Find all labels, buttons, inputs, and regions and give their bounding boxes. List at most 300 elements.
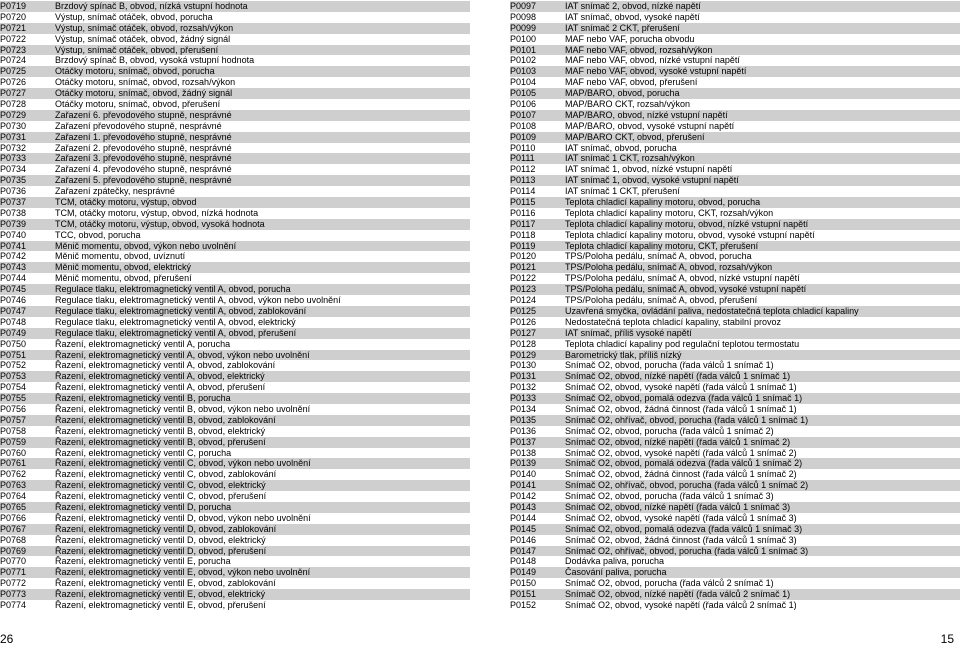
error-description: Otáčky motoru, snímač, obvod, přerušení (55, 99, 221, 110)
error-code: P0722 (0, 33, 27, 44)
error-description: Otáčky motoru, snímač, obvod, porucha (55, 66, 215, 77)
error-code: P0763 (0, 480, 27, 491)
table-row (510, 295, 960, 306)
table-row (0, 219, 470, 230)
error-code: P0128 (510, 338, 537, 349)
error-description: Řazení, elektromagnetický ventil B, obvod, elektrický (55, 425, 266, 436)
error-code: P0103 (510, 66, 537, 77)
error-code: P0737 (0, 197, 27, 208)
error-code: P0764 (0, 491, 27, 502)
error-description: Regulace tlaku, elektromagnetický ventil A, obvod, elektrický (55, 316, 296, 327)
error-description: Zařazení 5. převodového stupně, nesprávné (55, 175, 232, 186)
table-row (510, 55, 960, 66)
table-row (0, 513, 470, 524)
table-row (0, 600, 470, 611)
table-row (510, 241, 960, 252)
error-code: P0120 (510, 251, 537, 262)
error-code: P0746 (0, 295, 27, 306)
table-row (510, 491, 960, 502)
error-code: P0116 (510, 207, 536, 218)
error-code: P0110 (510, 142, 536, 153)
error-code: P0719 (0, 1, 27, 11)
error-description: Řazení, elektromagnetický ventil B, porucha (55, 393, 231, 404)
table-row (0, 546, 470, 557)
error-code: P0140 (510, 469, 537, 480)
error-code: P0768 (0, 534, 27, 545)
error-code: P0752 (0, 360, 27, 371)
error-description: Výstup, snímač otáček, obvod, porucha (55, 11, 213, 22)
error-code: P0747 (0, 305, 27, 316)
table-row (510, 143, 960, 154)
error-code: P0111 (510, 153, 535, 164)
error-code: P0125 (510, 305, 537, 316)
error-code: P0736 (0, 186, 27, 197)
table-row (510, 535, 960, 546)
error-description: Teplota chladicí kapaliny motoru, obvod, porucha (565, 197, 761, 208)
error-description: Otáčky motoru, snímač, obvod, žádný signál (55, 88, 233, 99)
table-row (0, 55, 470, 66)
error-code: P0115 (510, 197, 536, 208)
table-row (510, 339, 960, 350)
error-description: Snímač O2, obvod, pomalá odezva (řada válců 1 snímač 1) (565, 393, 803, 404)
error-description: IAT snímač 2, obvod, nízké napětí (565, 1, 701, 11)
error-description: Otáčky motoru, snímač, obvod, rozsah/výkon (55, 77, 236, 88)
page-number-left: 26 (0, 632, 14, 646)
error-description: TPS/Poloha pedálu, snímač A, obvod, rozsah/výkon (565, 262, 773, 273)
error-code: P0138 (510, 447, 537, 458)
error-code: P0143 (510, 501, 537, 512)
error-code: P0759 (0, 436, 27, 447)
table-row (0, 404, 470, 415)
error-description: Řazení, elektromagnetický ventil E, porucha (55, 556, 231, 567)
error-description: Snímač O2, obvod, žádná činnost (řada válců 1 snímač 3) (565, 534, 797, 545)
table-row (0, 535, 470, 546)
error-code: P0098 (510, 11, 537, 22)
error-description: Snímač O2, obvod, pomalá odezva (řada válců 1 snímač 2) (565, 458, 803, 469)
error-description: Zařazení zpátečky, nesprávné (55, 186, 175, 197)
table-row (0, 382, 470, 393)
error-code: P0137 (510, 436, 537, 447)
error-description: IAT snímač 1, obvod, nízké vstupní napětí (565, 164, 733, 175)
table-row (0, 273, 470, 284)
error-code: P0721 (0, 22, 27, 33)
error-description: Výstup, snímač otáček, obvod, přerušení (55, 44, 219, 55)
error-code: P0122 (510, 273, 537, 284)
table-row (0, 567, 470, 578)
error-code: P0771 (0, 567, 27, 578)
error-code: P0743 (0, 262, 27, 273)
error-description: Snímač O2, obvod, pomalá odezva (řada válců 1 snímač 3) (565, 523, 803, 534)
error-code: P0744 (0, 273, 27, 284)
table-row (0, 251, 470, 262)
table-row (510, 1, 960, 12)
error-description: Snímač O2, obvod, žádná činnost (řada válců 1 snímač 2) (565, 469, 797, 480)
error-description: Zařazení 6. převodového stupně, nesprávné (55, 109, 232, 120)
error-description: Regulace tlaku, elektromagnetický ventil A, obvod, přerušení (55, 327, 297, 338)
table-row (510, 567, 960, 578)
table-row (0, 121, 470, 132)
table-row (0, 317, 470, 328)
table-row (0, 12, 470, 23)
error-description: Zařazení 3. převodového stupně, nesprávné (55, 153, 232, 164)
error-code: P0105 (510, 88, 537, 99)
table-row (510, 208, 960, 219)
table-row (510, 546, 960, 557)
table-row (0, 197, 470, 208)
error-description: MAP/BARO, obvod, nízké vstupní napětí (565, 109, 728, 120)
table-row (0, 77, 470, 88)
error-description: IAT snímač 2 CKT, přerušení (565, 22, 680, 33)
table-row (0, 186, 470, 197)
table-row (0, 306, 470, 317)
error-code: P0732 (0, 142, 27, 153)
table-row (510, 230, 960, 241)
table-row (0, 66, 470, 77)
error-description: Řazení, elektromagnetický ventil D, obvod, přerušení (55, 545, 267, 556)
error-code: P0104 (510, 77, 537, 88)
error-description: Snímač O2, ohřívač, obvod, porucha (řada válců 1 snímač 3) (565, 545, 809, 556)
error-code: P0127 (510, 327, 537, 338)
error-code: P0756 (0, 403, 27, 414)
table-row (510, 458, 960, 469)
error-code: P0117 (510, 218, 536, 229)
error-code: P0761 (0, 458, 27, 469)
error-code: P0135 (510, 414, 537, 425)
error-code: P0749 (0, 327, 27, 338)
error-code: P0124 (510, 295, 537, 306)
table-row (0, 393, 470, 404)
table-row (510, 306, 960, 317)
error-description: Snímač O2, obvod, žádná činnost (řada válců 1 snímač 1) (565, 403, 797, 414)
error-code: P0123 (510, 284, 537, 295)
error-code: P0144 (510, 512, 537, 523)
error-description: Řazení, elektromagnetický ventil B, obvod, přerušení (55, 436, 266, 447)
error-description: TCC, obvod, porucha (55, 229, 141, 240)
table-row (0, 524, 470, 535)
table-row (0, 502, 470, 513)
error-code: P0106 (510, 99, 537, 110)
error-code: P0758 (0, 425, 27, 436)
error-code: P0774 (0, 599, 27, 610)
error-description: MAF nebo VAF, porucha obvodu (565, 33, 695, 44)
error-code: P0727 (0, 88, 27, 99)
table-row (510, 328, 960, 339)
table-row (0, 295, 470, 306)
table-row (510, 45, 960, 56)
table-row (510, 121, 960, 132)
table-row (0, 110, 470, 121)
error-code: P0146 (510, 534, 537, 545)
error-description: Měnič momentu, obvod, přerušení (55, 273, 192, 284)
error-code: P0760 (0, 447, 27, 458)
error-code: P0108 (510, 120, 537, 131)
error-description: Řazení, elektromagnetický ventil E, obvod, zablokování (55, 578, 276, 589)
error-description: Snímač O2, obvod, nízké napětí (řada válců 1 snímač 2) (565, 436, 791, 447)
table-row (510, 404, 960, 415)
table-row (0, 415, 470, 426)
error-description: MAF nebo VAF, obvod, rozsah/výkon (565, 44, 713, 55)
error-description: Snímač O2, obvod, porucha (řada válců 1 snímač 1) (565, 360, 774, 371)
error-description: Zařazení převodového stupně, nesprávné (55, 120, 222, 131)
error-code: P0757 (0, 414, 27, 425)
error-description: Měnič momentu, obvod, výkon nebo uvolnění (55, 240, 237, 251)
error-description: Snímač O2, obvod, nízké napětí (řada válců 1 snímač 3) (565, 501, 791, 512)
error-code: P0729 (0, 109, 27, 120)
error-code: P0742 (0, 251, 27, 262)
error-code: P0750 (0, 338, 27, 349)
error-description: Teplota chladicí kapaliny motoru, CKT, přerušení (565, 240, 759, 251)
table-row (510, 480, 960, 491)
error-code: P0730 (0, 120, 27, 131)
table-row (0, 328, 470, 339)
error-code: P0755 (0, 393, 27, 404)
table-row (0, 45, 470, 56)
table-row (510, 66, 960, 77)
table-row (0, 284, 470, 295)
table-row (510, 251, 960, 262)
error-code: P0099 (510, 22, 537, 33)
error-code: P0733 (0, 153, 27, 164)
table-row (510, 469, 960, 480)
error-code: P0151 (510, 589, 537, 600)
error-code: P0107 (510, 109, 537, 120)
error-code: P0136 (510, 425, 537, 436)
error-description: Zařazení 4. převodového stupně, nesprávné (55, 164, 232, 175)
error-code: P0145 (510, 523, 537, 534)
error-code: P0142 (510, 491, 537, 502)
error-code: P0152 (510, 599, 537, 610)
table-row (510, 175, 960, 186)
error-description: Řazení, elektromagnetický ventil B, obvod, zablokování (55, 414, 276, 425)
error-code: P0126 (510, 316, 537, 327)
error-code: P0739 (0, 218, 27, 229)
table-row (0, 480, 470, 491)
table-row (510, 371, 960, 382)
table-row (0, 339, 470, 350)
error-description: Řazení, elektromagnetický ventil C, obvod, přerušení (55, 491, 267, 502)
table-row (510, 186, 960, 197)
table-row (0, 88, 470, 99)
table-row (0, 556, 470, 567)
error-description: TPS/Poloha pedálu, snímač A, obvod, přerušení (565, 295, 758, 306)
error-code: P0738 (0, 207, 27, 218)
error-description: Snímač O2, obvod, porucha (řada válců 2 snímač 1) (565, 578, 774, 589)
table-row (510, 524, 960, 535)
error-description: Řazení, elektromagnetický ventil D, obvod, elektrický (55, 534, 266, 545)
table-row (510, 578, 960, 589)
table-row (510, 197, 960, 208)
table-row (0, 1, 470, 12)
error-code: P0740 (0, 229, 27, 240)
error-description: Výstup, snímač otáček, obvod, rozsah/výkon (55, 22, 234, 33)
error-description: Výstup, snímač otáček, obvod, žádný signál (55, 33, 231, 44)
table-row (510, 88, 960, 99)
table-row (510, 437, 960, 448)
right-code-table (510, 1, 960, 611)
table-row (0, 371, 470, 382)
error-code: P0767 (0, 523, 27, 534)
error-description: Brzdový spínač B, obvod, nízká vstupní hodnota (55, 1, 248, 11)
error-code: P0150 (510, 578, 537, 589)
table-row (510, 34, 960, 45)
table-row (510, 164, 960, 175)
error-description: TPS/Poloha pedálu, snímač A, obvod, nízké vstupní napětí (565, 273, 800, 284)
error-description: Řazení, elektromagnetický ventil D, obvod, výkon nebo uvolnění (55, 512, 311, 523)
error-description: Teplota chladicí kapaliny motoru, obvod, nízké vstupní napětí (565, 218, 809, 229)
error-description: Snímač O2, obvod, vysoké napětí (řada válců 1 snímač 2) (565, 447, 797, 458)
error-description: TCM, otáčky motoru, výstup, obvod (55, 197, 197, 208)
table-row (510, 556, 960, 567)
table-row (0, 99, 470, 110)
error-description: Snímač O2, ohřívač, obvod, porucha (řada válců 1 snímač 2) (565, 480, 809, 491)
error-code: P0724 (0, 55, 27, 66)
error-description: Regulace tlaku, elektromagnetický ventil A, obvod, výkon nebo uvolnění (55, 295, 341, 306)
error-code: P0109 (510, 131, 537, 142)
error-code: P0148 (510, 556, 537, 567)
error-description: Snímač O2, obvod, vysoké napětí (řada válců 1 snímač 1) (565, 382, 797, 393)
error-description: Regulace tlaku, elektromagnetický ventil A, obvod, porucha (55, 284, 291, 295)
error-description: MAF nebo VAF, obvod, přerušení (565, 77, 698, 88)
table-row (510, 99, 960, 110)
table-row (0, 143, 470, 154)
error-code: P0100 (510, 33, 537, 44)
error-code: P0118 (510, 229, 536, 240)
error-description: TCM, otáčky motoru, výstup, obvod, vysoká hodnota (55, 218, 265, 229)
error-code: P0130 (510, 360, 537, 371)
error-code: P0769 (0, 545, 27, 556)
error-description: Dodávka paliva, porucha (565, 556, 665, 567)
error-description: Barometrický tlak, příliš nízký (565, 349, 682, 360)
error-description: Teplota chladicí kapaliny motoru, CKT, rozsah/výkon (565, 207, 774, 218)
table-row (0, 34, 470, 45)
table-row (510, 393, 960, 404)
error-description: IAT snímač, příliš vysoké napětí (565, 327, 692, 338)
error-code: P0114 (510, 186, 536, 197)
error-code: P0728 (0, 99, 27, 110)
error-description: Řazení, elektromagnetický ventil C, porucha (55, 447, 232, 458)
table-row (0, 360, 470, 371)
error-description: Snímač O2, obvod, vysoké napětí (řada válců 1 snímač 3) (565, 512, 797, 523)
error-description: IAT snímač 1, obvod, vysoké vstupní napětí (565, 175, 739, 186)
error-description: Uzavřená smyčka, ovládání paliva, nedostatečná teplota chladicí kapaliny (565, 305, 859, 316)
table-row (510, 219, 960, 230)
error-code: P0753 (0, 371, 27, 382)
error-code: P0772 (0, 578, 27, 589)
error-description: Řazení, elektromagnetický ventil A, obvod, zablokování (55, 360, 276, 371)
table-row (0, 578, 470, 589)
table-row (0, 469, 470, 480)
error-description: Snímač O2, obvod, vysoké napětí (řada válců 2 snímač 1) (565, 599, 797, 610)
table-row (510, 448, 960, 459)
error-code: P0147 (510, 545, 537, 556)
error-description: Brzdový spínač B, obvod, vysoká vstupní hodnota (55, 55, 255, 66)
error-code: P0748 (0, 316, 27, 327)
error-description: Řazení, elektromagnetický ventil D, obvod, zablokování (55, 523, 277, 534)
table-row (510, 132, 960, 143)
error-description: Teplota chladicí kapaliny pod regulační teplotou termostatu (565, 338, 800, 349)
table-row (510, 284, 960, 295)
error-description: TPS/Poloha pedálu, snímač A, obvod, vysoké vstupní napětí (565, 284, 807, 295)
error-description: Časování paliva, porucha (565, 567, 667, 578)
table-row (0, 437, 470, 448)
error-code: P0726 (0, 77, 27, 88)
table-row (510, 600, 960, 611)
error-code: P0754 (0, 382, 27, 393)
error-description: Řazení, elektromagnetický ventil D, porucha (55, 501, 232, 512)
table-row (0, 491, 470, 502)
error-code: P0102 (510, 55, 537, 66)
table-row (510, 12, 960, 23)
error-description: MAP/BARO CKT, obvod, přerušení (565, 131, 705, 142)
page-number-right: 15 (940, 632, 954, 646)
error-description: IAT snímač 1 CKT, přerušení (565, 186, 680, 197)
table-row (0, 458, 470, 469)
error-code: P0131 (510, 371, 537, 382)
error-code: P0762 (0, 469, 27, 480)
table-row (0, 153, 470, 164)
error-code: P0723 (0, 44, 27, 55)
error-code: P0735 (0, 175, 27, 186)
error-description: MAP/BARO, obvod, porucha (565, 88, 680, 99)
error-description: Snímač O2, obvod, porucha (řada válců 1 snímač 2) (565, 425, 774, 436)
table-row (0, 23, 470, 34)
table-row (0, 208, 470, 219)
error-description: Řazení, elektromagnetický ventil E, obvod, přerušení (55, 599, 266, 610)
table-row (510, 415, 960, 426)
error-code: P0113 (510, 175, 536, 186)
error-code: P0773 (0, 589, 27, 600)
error-code: P0745 (0, 284, 27, 295)
table-row (510, 317, 960, 328)
error-description: Zařazení 1. převodového stupně, nesprávné (55, 131, 232, 142)
error-description: Měnič momentu, obvod, uvíznutí (55, 251, 186, 262)
error-description: Zařazení 2. převodového stupně, nesprávné (55, 142, 232, 153)
error-description: Řazení, elektromagnetický ventil C, obvod, zablokování (55, 469, 277, 480)
table-row (510, 262, 960, 273)
table-row (510, 273, 960, 284)
error-description: Regulace tlaku, elektromagnetický ventil A, obvod, zablokování (55, 305, 307, 316)
table-row (0, 589, 470, 600)
error-code: P0119 (510, 240, 536, 251)
error-code: P0770 (0, 556, 27, 567)
error-description: Snímač O2, obvod, porucha (řada válců 1 snímač 3) (565, 491, 774, 502)
error-code: P0725 (0, 66, 27, 77)
table-row (510, 382, 960, 393)
error-code: P0141 (510, 480, 537, 491)
table-row (510, 153, 960, 164)
error-description: IAT snímač, obvod, vysoké napětí (565, 11, 700, 22)
error-description: Řazení, elektromagnetický ventil C, obvod, výkon nebo uvolnění (55, 458, 311, 469)
table-row (0, 426, 470, 437)
error-description: Řazení, elektromagnetický ventil B, obvod, výkon nebo uvolnění (55, 403, 311, 414)
error-description: Snímač O2, obvod, nízké napětí (řada válců 2 snímač 1) (565, 589, 791, 600)
left-code-table (0, 1, 470, 611)
table-row (510, 23, 960, 34)
error-description: MAP/BARO CKT, rozsah/výkon (565, 99, 691, 110)
table-row (0, 448, 470, 459)
table-row (510, 513, 960, 524)
table-row (0, 175, 470, 186)
error-description: IAT snímač, obvod, porucha (565, 142, 677, 153)
error-description: Snímač O2, ohřívač, obvod, porucha (řada válců 1 snímač 1) (565, 414, 809, 425)
error-code: P0720 (0, 11, 27, 22)
error-description: Teplota chladicí kapaliny motoru, obvod, vysoké vstupní napětí (565, 229, 815, 240)
error-description: Měnič momentu, obvod, elektrický (55, 262, 192, 273)
table-row (0, 350, 470, 361)
error-description: MAP/BARO, obvod, vysoké vstupní napětí (565, 120, 735, 131)
table-row (510, 77, 960, 88)
error-code: P0133 (510, 393, 537, 404)
